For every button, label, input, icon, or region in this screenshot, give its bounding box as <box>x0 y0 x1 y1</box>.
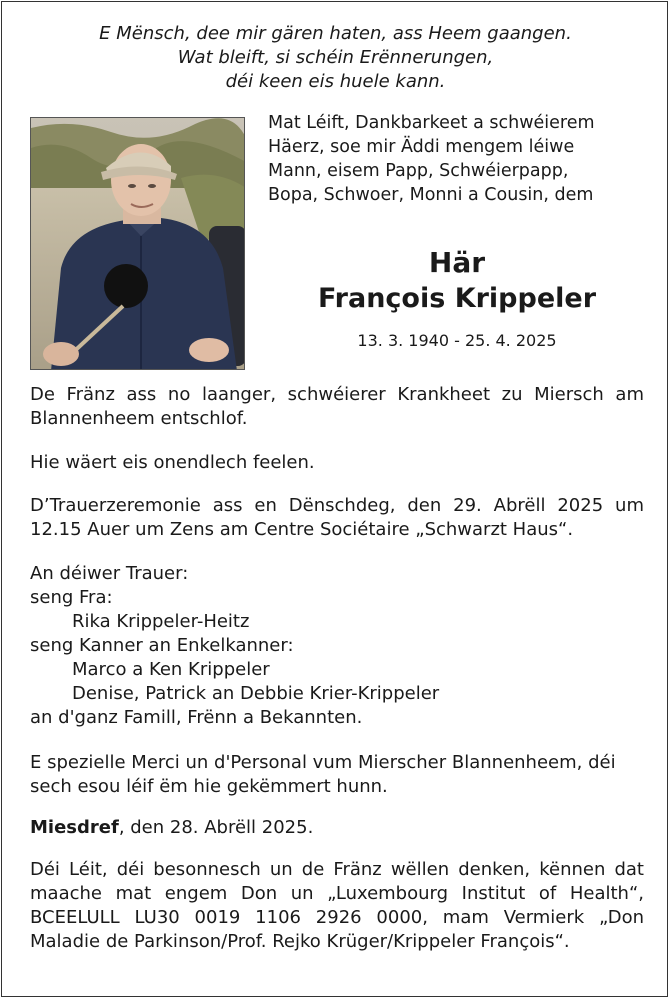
ceremony-paragraph: D’Trauerzeremonie ass en Dënschdeg, den 29. Abrëll 2025 um 12.15 Auer um Zens am Centre Sociétaire „Schwarzt Haus“. <box>30 495 644 540</box>
children-label: seng Kanner an Enkelkanner: <box>30 635 294 656</box>
thanks-paragraph: E spezielle Merci un d'Personal vum Mierscher Blannenheem, déi sech esou léif ëm hie gekëmmert hunn. <box>30 752 616 797</box>
honorific: Här <box>428 246 486 279</box>
wife-label: seng Fra: <box>30 587 113 608</box>
place-date <box>30 816 644 840</box>
poem-line: Wat bleift, si schéin Erënnerungen, <box>177 47 494 68</box>
children-line: Marco a Ken Krippeler <box>72 659 270 680</box>
wife-name: Rika Krippeler-Heitz <box>72 611 250 632</box>
date: , den 28. Abrëll 2025. <box>118 817 314 838</box>
deceased-name: François Krippeler <box>317 283 597 314</box>
others-line: an d'ganz Famill, Frënn a Bekannten. <box>30 707 363 728</box>
donation-paragraph: Déi Léit, déi besonnesch un de Fränz wëllen denken, kënnen dat maache mat engem Don un „Luxembourg Institut of Health“, BCEELULL LU30 0019 1106 2926 0000, mam Vermierk „Don Maladie de Parkinson/Prof. Rejko Krüger/Krippeler François“. <box>30 859 644 952</box>
children-line: Denise, Patrick an Debbie Krier-Krippeler <box>72 683 440 704</box>
mourners-list <box>30 562 644 730</box>
poem-line: déi keen eis huele kann. <box>225 71 446 92</box>
intro-text <box>268 111 644 207</box>
intro-line: Bopa, Schwoer, Monni a Cousin, dem <box>268 185 594 205</box>
missed-paragraph: Hie wäert eis onendlech feelen. <box>30 452 315 473</box>
mourners-heading: An déiwer Trauer: <box>30 563 189 584</box>
intro-line: Mat Léift, Dankbarkeet a schwéierem <box>268 113 595 133</box>
poem <box>0 22 671 94</box>
passing-paragraph: De Fränz ass no laanger, schwéierer Krankheet zu Miersch am Blannenheem entschlof. <box>30 384 644 429</box>
place: Miesdref <box>30 817 119 838</box>
portrait-photo <box>30 117 245 370</box>
intro-line: Mann, eisem Papp, Schwéierpapp, <box>268 161 569 181</box>
intro-line: Häerz, soe mir Äddi mengem léiwe <box>268 137 575 157</box>
life-dates: 13. 3. 1940 - 25. 4. 2025 <box>357 331 557 350</box>
poem-line: E Mënsch, dee mir gären haten, ass Heem gaangen. <box>99 23 572 44</box>
